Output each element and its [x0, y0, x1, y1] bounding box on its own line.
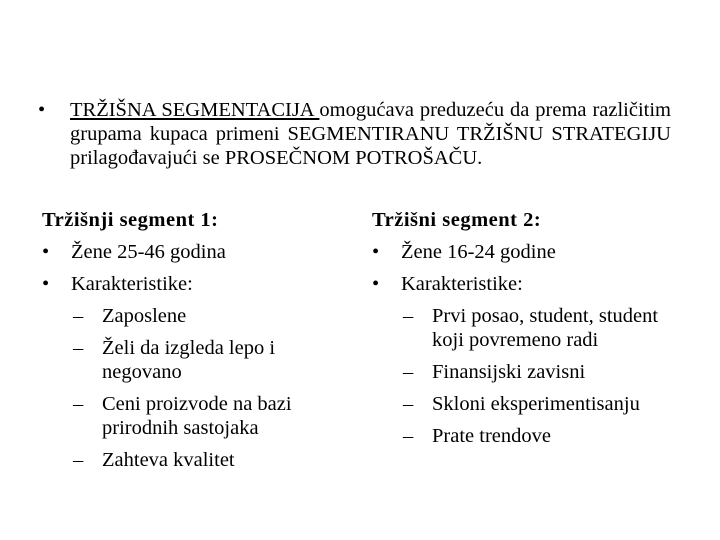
segment-2-group	[372, 240, 692, 264]
segment-2-item: Prvi posao, student, student koji povremeno radi	[432, 305, 659, 351]
segment-2-title: Tržišni segment 2:	[372, 209, 542, 231]
segment-1-item: Zaposlene	[102, 305, 187, 327]
segment-2-characteristics-label: Karakteristike:	[401, 273, 523, 295]
dash-marker: –	[403, 305, 414, 327]
intro-paragraph	[38, 98, 671, 170]
segment-2-group-text: Žene 16-24 godine	[401, 241, 556, 263]
intro-body: omogućava preduzeću da prema različitim grupama kupaca primeni SEGMENTIRANU TRŽIŠNU STRATEGIJU prilagođavajući se PROSEČNOM POTROŠAČU.	[70, 99, 671, 169]
list-item	[42, 304, 342, 328]
list-item	[372, 424, 692, 448]
segment-1-column	[42, 208, 342, 472]
intro-underlined-term: TRŽIŠNA SEGMENTACIJA	[70, 99, 320, 121]
segment-1-item: Ceni proizvode na bazi prirodnih sastojaka	[102, 393, 292, 439]
segment-2-characteristics	[372, 272, 692, 296]
dash-marker: –	[73, 393, 84, 415]
segment-1-item: Želi da izgleda lepo i negovano	[102, 337, 276, 383]
segment-1-group-text: Žene 25-46 godina	[71, 241, 226, 263]
segment-1-characteristics-label: Karakteristike:	[71, 273, 193, 295]
dash-marker: –	[403, 361, 414, 383]
segment-2-item: Skloni eksperimentisanju	[432, 393, 640, 415]
segment-1-title: Tržišnji segment 1:	[42, 209, 219, 231]
dash-marker: –	[403, 393, 414, 415]
bullet-marker: •	[42, 241, 50, 263]
segment-1-characteristics	[42, 272, 342, 296]
list-item	[372, 360, 692, 384]
list-item	[372, 392, 692, 416]
dash-marker: –	[403, 425, 414, 447]
dash-marker: –	[73, 337, 84, 359]
intro-bullet: •	[38, 99, 46, 121]
list-item	[42, 336, 342, 384]
list-item	[42, 392, 342, 440]
list-item	[372, 304, 692, 352]
dash-marker: –	[73, 305, 84, 327]
intro-text	[70, 98, 671, 170]
dash-marker: –	[73, 449, 84, 471]
list-item	[42, 448, 342, 472]
bullet-marker: •	[372, 241, 380, 263]
bullet-marker: •	[372, 273, 380, 295]
segment-1-group	[42, 240, 342, 264]
segment-1-item: Zahteva kvalitet	[102, 449, 235, 471]
segment-2-item: Finansijski zavisni	[432, 361, 586, 383]
segment-2-item: Prate trendove	[432, 425, 551, 447]
segment-2-column	[372, 208, 692, 448]
bullet-marker: •	[42, 273, 50, 295]
